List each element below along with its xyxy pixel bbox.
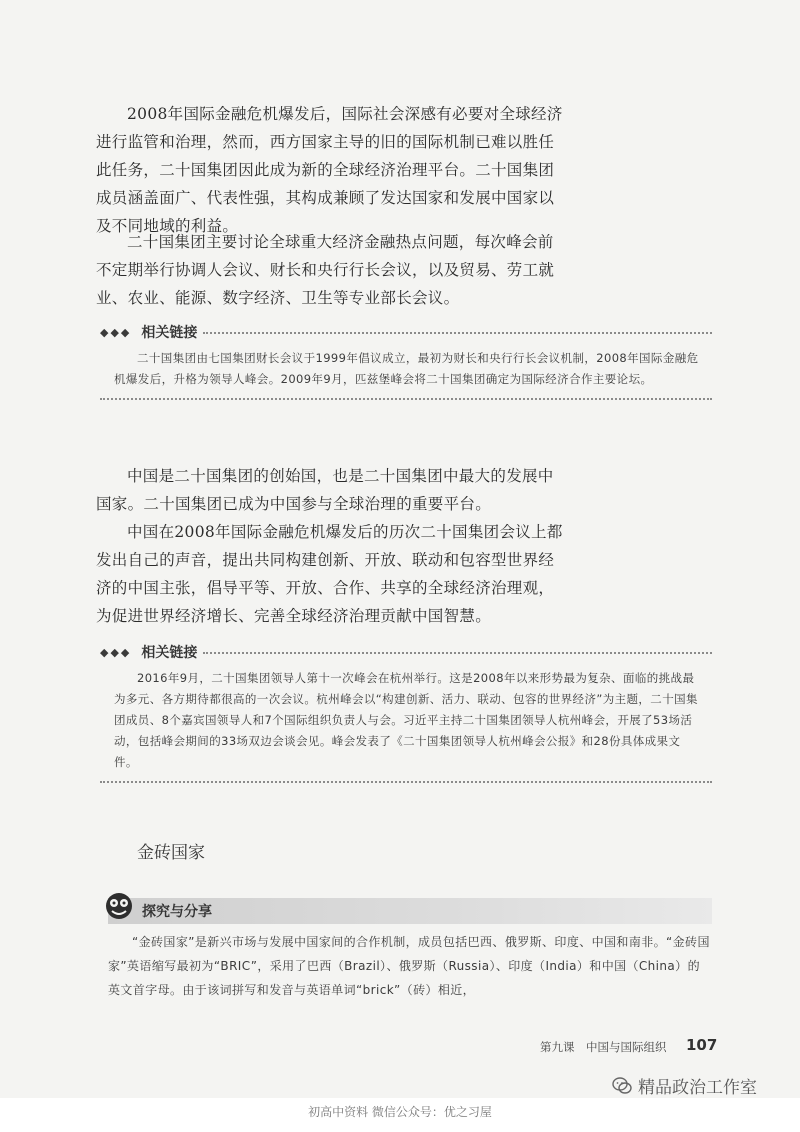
related-link-box-1: [100, 322, 712, 400]
wechat-icon: [612, 1077, 632, 1095]
paragraph-china-founder: 中国是二十国集团的创始国，也是二十国集团中最大的发展中国家。二十国集团已成为中国参与全球治理的重要平台。: [96, 467, 554, 513]
explore-share-text: “金砖国家”是新兴市场与发展中国家间的合作机制，成员包括巴西、俄罗斯、印度、中国和南非。“金砖国家”英语缩写最初为“BRIC”，采用了巴西（Brazil）、俄罗斯（Russia）、印度（India）和中国（China）的英文首字母。由于该词拼写和发音与英语单词“brick”（砖）相近，: [108, 935, 710, 997]
page-number: 107: [686, 1036, 718, 1054]
paragraph-g20-origin: 2008年国际金融危机爆发后，国际社会深感有必要对全球经济进行监管和治理，然而，西方国家主导的旧的国际机制已难以胜任此任务，二十国集团因此成为新的全球经济治理平台。二十国集团成员涵盖面广、代表性强，其构成兼顾了发达国家和发展中国家以及不同地域的利益。: [96, 105, 563, 235]
paragraph-g20-topics: 二十国集团主要讨论全球重大经济金融热点问题，每次峰会前不定期举行协调人会议、财长和央行行长会议，以及贸易、劳工就业、农业、能源、数字经济、卫生等专业部长会议。: [96, 233, 555, 307]
diamond-bullets-icon: ◆◆◆: [100, 325, 132, 339]
explore-share-banner: [108, 898, 712, 924]
paragraph-china-voice: 中国在2008年国际金融危机爆发后的历次二十国集团会议上都发出自己的声音，提出共同构建创新、开放、联动和包容型世界经济的中国主张，倡导平等、开放、合作、共享的全球经济治理观，为促进世界经济增长、完善全球经济治理贡献中国智慧。: [96, 523, 563, 625]
watermark: [612, 1073, 757, 1098]
dotted-divider: [203, 652, 712, 654]
related-link-text: 二十国集团由七国集团财长会议于1999年倡议成立，最初为财长和央行行长会议机制，2008年国际金融危机爆发后，升格为领导人峰会。2009年9月，匹兹堡峰会将二十国集团确定为国际经济合作主要论坛。: [114, 351, 699, 386]
related-link-title: 相关链接: [141, 325, 198, 341]
dotted-divider: [100, 398, 712, 400]
source-note: 初高中资料 微信公众号：优之习屋: [308, 1105, 492, 1119]
related-link-header: [100, 642, 712, 662]
dotted-divider: [203, 332, 712, 334]
kids-discussion-icon: [104, 891, 134, 921]
explore-share-title: 探究与分享: [142, 904, 212, 920]
related-link-title: 相关链接: [141, 645, 198, 661]
related-link-header: [100, 322, 712, 342]
watermark-text: 精品政治工作室: [638, 1078, 757, 1098]
footer-chapter-title: 第九课 中国与国际组织: [540, 1040, 667, 1054]
dotted-divider: [100, 781, 712, 783]
diamond-bullets-icon: ◆◆◆: [100, 645, 132, 659]
related-link-box-2: [100, 642, 712, 783]
related-link-text: 2016年9月，二十国集团领导人第十一次峰会在杭州举行。这是2008年以来形势最为复杂、面临的挑战最为多元、各方期待都很高的一次会议。杭州峰会以“构建创新、活力、联动、包容的世界经济”为主题，二十国集团成员、8个嘉宾国领导人和7个国际组织负责人与会。习近平主持二十国集团领导人杭州峰会，开展了53场活动，包括峰会期间的33场双边会谈会见。峰会发表了《二十国集团领导人杭州峰会公报》和28份具体成果文件。: [114, 671, 698, 769]
section-heading-brics: 金砖国家: [137, 843, 205, 863]
